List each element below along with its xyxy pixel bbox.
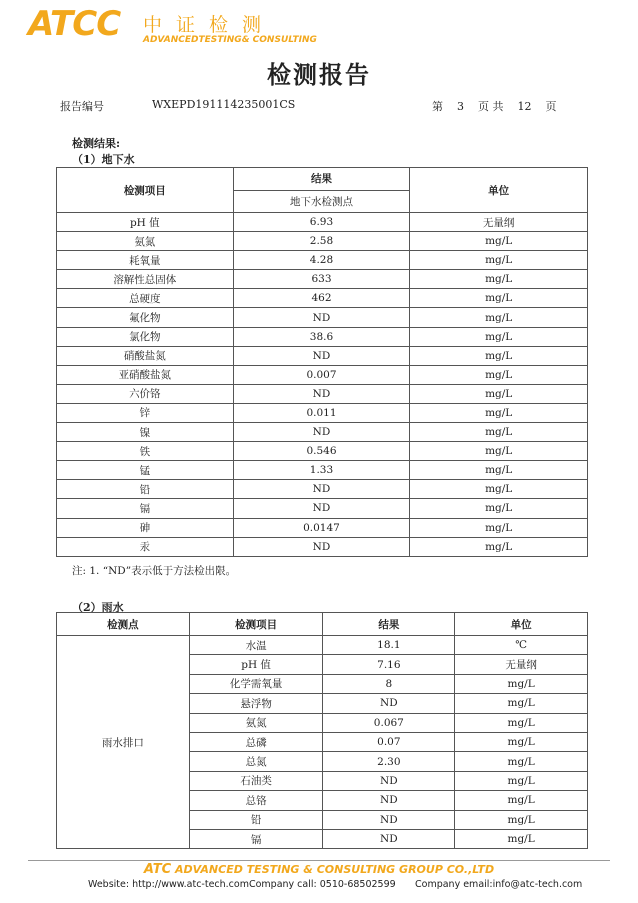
cell-unit: mg/L xyxy=(455,694,588,713)
col-unit-header: 单位 xyxy=(455,613,588,636)
cell-value: 0.0147 xyxy=(233,518,410,537)
cell-unit: mg/L xyxy=(455,791,588,810)
cell-item: 总磷 xyxy=(189,732,323,751)
report-no-label: 报告编号 xyxy=(60,100,104,113)
report-title: 检测报告 xyxy=(267,61,371,89)
table-row xyxy=(57,636,588,655)
logo-chinese-name: 中证检测 xyxy=(143,14,276,36)
cell-unit: mg/L xyxy=(410,270,588,289)
rainwater-section-label: （2）雨水 xyxy=(72,601,124,614)
table-row xyxy=(57,403,588,422)
company-logo xyxy=(28,4,328,48)
cell-value: ND xyxy=(323,694,455,713)
cell-unit: mg/L xyxy=(410,423,588,442)
cell-value: ND xyxy=(233,308,410,327)
cell-item: 石油类 xyxy=(189,771,323,790)
cell-item: 铅 xyxy=(57,480,234,499)
footer-divider xyxy=(28,860,610,861)
logo-mark: ATCC xyxy=(28,4,121,44)
cell-value: 2.30 xyxy=(323,752,455,771)
cell-value: 8 xyxy=(323,674,455,693)
col-point-header: 地下水检测点 xyxy=(233,190,410,213)
cell-value: ND xyxy=(233,499,410,518)
table-row xyxy=(57,346,588,365)
table-row xyxy=(57,499,588,518)
cell-value: 1.33 xyxy=(233,461,410,480)
table-row xyxy=(57,384,588,403)
table-row xyxy=(57,327,588,346)
table-row xyxy=(57,442,588,461)
table-row xyxy=(57,232,588,251)
table-row xyxy=(57,365,588,384)
table-row xyxy=(57,480,588,499)
cell-unit: mg/L xyxy=(410,232,588,251)
col-item-header: 检测项目 xyxy=(57,168,234,213)
cell-item: 镍 xyxy=(57,423,234,442)
cell-item: 总硬度 xyxy=(57,289,234,308)
page-indicator xyxy=(432,98,557,114)
nd-note: 注: 1. “ND”表示低于方法检出限。 xyxy=(72,565,237,577)
cell-item: 悬浮物 xyxy=(189,694,323,713)
cell-value: 4.28 xyxy=(233,251,410,270)
table-row xyxy=(57,461,588,480)
table-row xyxy=(57,423,588,442)
cell-unit: mg/L xyxy=(455,752,588,771)
page-total: 12 xyxy=(517,100,532,113)
cell-unit: mg/L xyxy=(410,365,588,384)
cell-item: 镉 xyxy=(189,829,323,848)
cell-unit: mg/L xyxy=(410,289,588,308)
col-result-header: 结果 xyxy=(323,613,455,636)
footer-website: Website: http://www.atc-tech.comCompany call: 0510-68502599 xyxy=(88,879,396,890)
cell-value: 0.011 xyxy=(233,403,410,422)
report-no: WXEPD191114235001CS xyxy=(152,98,296,111)
cell-unit: mg/L xyxy=(455,810,588,829)
logo-english-name: ADVANCEDTESTING& CONSULTING xyxy=(143,35,317,45)
cell-unit: mg/L xyxy=(410,403,588,422)
cell-item: 溶解性总固体 xyxy=(57,270,234,289)
cell-unit: mg/L xyxy=(410,327,588,346)
cell-unit: 无量纲 xyxy=(455,655,588,674)
cell-value: ND xyxy=(323,829,455,848)
col-unit-header: 单位 xyxy=(410,168,588,213)
results-label: 检测结果: xyxy=(72,137,121,150)
cell-unit: mg/L xyxy=(410,308,588,327)
cell-value: ND xyxy=(323,771,455,790)
cell-item: pH 值 xyxy=(57,213,234,232)
table-row xyxy=(57,251,588,270)
cell-item: 亚硝酸盐氮 xyxy=(57,365,234,384)
cell-item: 氯化物 xyxy=(57,327,234,346)
cell-item: 氨氮 xyxy=(189,713,323,732)
col-result-header: 结果 xyxy=(233,168,410,191)
page-suffix: 页 xyxy=(545,100,557,113)
cell-item: 氨氮 xyxy=(57,232,234,251)
cell-value: 0.067 xyxy=(323,713,455,732)
cell-unit: mg/L xyxy=(410,346,588,365)
cell-unit: mg/L xyxy=(455,771,588,790)
cell-value: 633 xyxy=(233,270,410,289)
cell-value: ND xyxy=(323,810,455,829)
cell-item: pH 值 xyxy=(189,655,323,674)
cell-value: 0.007 xyxy=(233,365,410,384)
footer-company-mark: ATC xyxy=(143,862,172,877)
footer-company xyxy=(0,862,638,877)
cell-value: 0.07 xyxy=(323,732,455,751)
cell-item: 硝酸盐氮 xyxy=(57,346,234,365)
cell-value: ND xyxy=(233,423,410,442)
groundwater-section-label: （1）地下水 xyxy=(72,153,135,166)
cell-unit: 无量纲 xyxy=(410,213,588,232)
rainwater-table xyxy=(56,612,588,849)
cell-unit: mg/L xyxy=(455,732,588,751)
cell-unit: mg/L xyxy=(410,251,588,270)
page-prefix: 第 xyxy=(432,100,443,113)
cell-unit: mg/L xyxy=(410,442,588,461)
cell-value: 18.1 xyxy=(323,636,455,655)
cell-item: 六价铬 xyxy=(57,384,234,403)
cell-item: 水温 xyxy=(189,636,323,655)
cell-value: 2.58 xyxy=(233,232,410,251)
groundwater-table xyxy=(56,167,588,557)
cell-value: 462 xyxy=(233,289,410,308)
cell-value: 6.93 xyxy=(233,213,410,232)
cell-item: 锰 xyxy=(57,461,234,480)
cell-value: 38.6 xyxy=(233,327,410,346)
page-current: 3 xyxy=(457,100,464,113)
cell-value: ND xyxy=(233,346,410,365)
cell-value: ND xyxy=(323,791,455,810)
cell-unit: mg/L xyxy=(410,480,588,499)
cell-item: 铁 xyxy=(57,442,234,461)
table-row xyxy=(57,270,588,289)
cell-value: ND xyxy=(233,480,410,499)
table-row xyxy=(57,308,588,327)
table-row xyxy=(57,213,588,232)
cell-value: ND xyxy=(233,384,410,403)
cell-unit: mg/L xyxy=(455,674,588,693)
cell-item: 镉 xyxy=(57,499,234,518)
cell-unit: mg/L xyxy=(455,829,588,848)
cell-value: ND xyxy=(233,537,410,556)
table-row xyxy=(57,518,588,537)
page-mid: 页 共 xyxy=(478,100,504,113)
cell-unit: mg/L xyxy=(410,537,588,556)
cell-value: 7.16 xyxy=(323,655,455,674)
cell-unit: mg/L xyxy=(455,713,588,732)
cell-item: 汞 xyxy=(57,537,234,556)
cell-item: 砷 xyxy=(57,518,234,537)
cell-value: 0.546 xyxy=(233,442,410,461)
cell-point: 雨水排口 xyxy=(57,636,190,849)
col-item-header: 检测项目 xyxy=(189,613,323,636)
cell-unit: mg/L xyxy=(410,461,588,480)
cell-unit: mg/L xyxy=(410,499,588,518)
cell-item: 耗氧量 xyxy=(57,251,234,270)
cell-unit: mg/L xyxy=(410,518,588,537)
footer-email: Company email:info@atc-tech.com xyxy=(415,879,583,890)
table-row xyxy=(57,289,588,308)
cell-item: 铅 xyxy=(189,810,323,829)
col-point-header: 检测点 xyxy=(57,613,190,636)
cell-item: 化学需氧量 xyxy=(189,674,323,693)
table-row xyxy=(57,537,588,556)
cell-unit: mg/L xyxy=(410,384,588,403)
cell-item: 总铬 xyxy=(189,791,323,810)
cell-item: 氟化物 xyxy=(57,308,234,327)
cell-item: 锌 xyxy=(57,403,234,422)
cell-item: 总氮 xyxy=(189,752,323,771)
cell-unit: ℃ xyxy=(455,636,588,655)
footer-company-name: ADVANCED TESTING & CONSULTING GROUP CO.,LTD xyxy=(175,863,495,876)
